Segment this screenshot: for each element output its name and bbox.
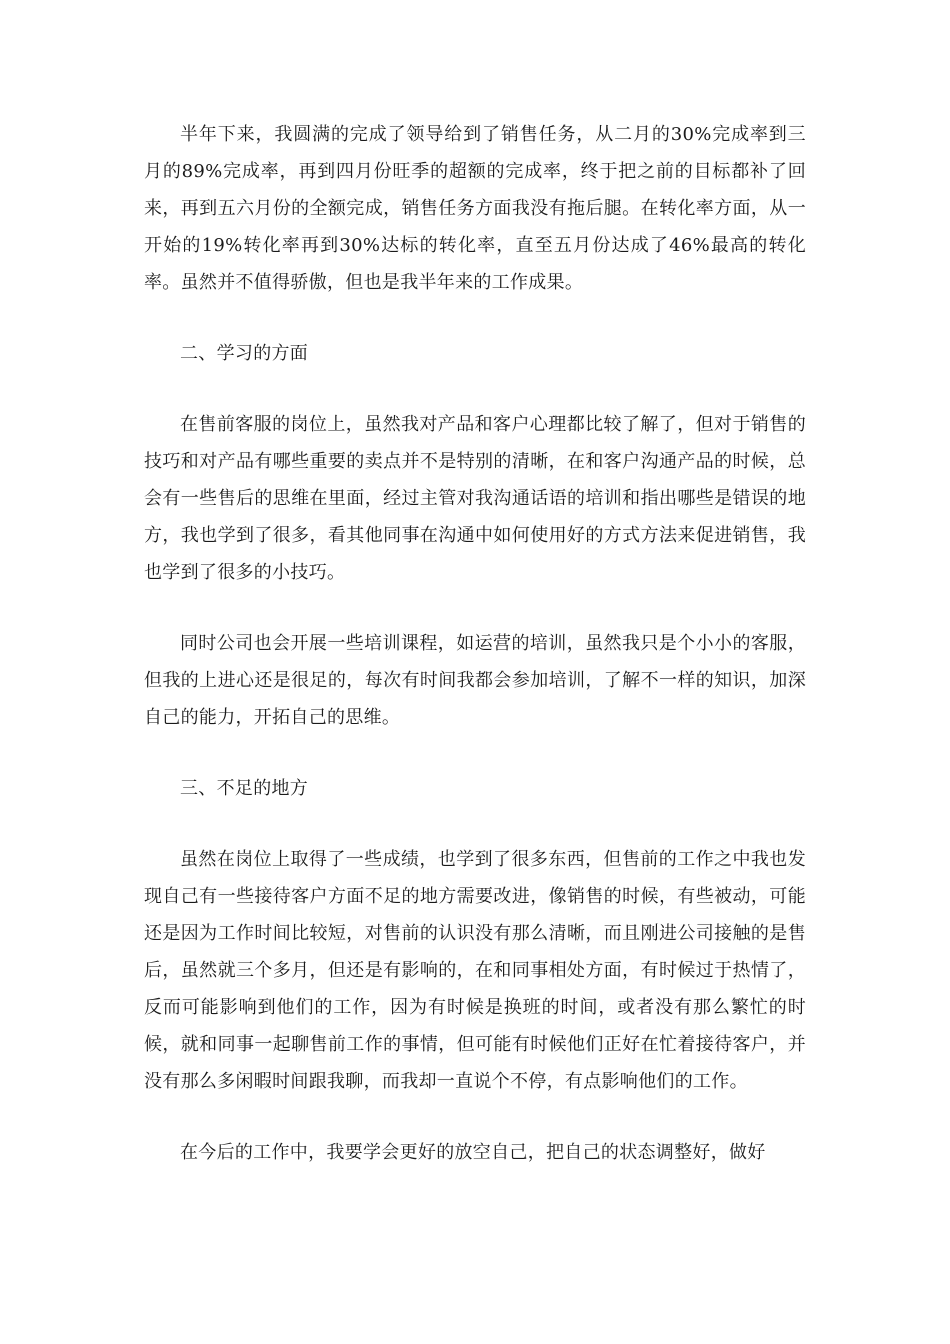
paragraph-results: 半年下来，我圆满的完成了领导给到了销售任务，从二月的30%完成率到三月的89%完成率，再到四月份旺季的超额的完成率，终于把之前的目标都补了回来，再到五六月份的全额完成，销售任务方面我没有拖后腿。在转化率方面，从一开始的19%转化率再到30%达标的转化率，直至五月份达成了46%最高的转化率。虽然并不值得骄傲，但也是我半年来的工作成果。 (144, 124, 806, 293)
paragraph-shortcomings: 虽然在岗位上取得了一些成绩，也学到了很多东西，但售前的工作之中我也发现自己有一些接待客户方面不足的地方需要改进，像销售的时候，有些被动，可能还是因为工作时间比较短，对售前的认识没有那么清晰，而且刚进公司接触的是售后，虽然就三个多月，但还是有影响的，在和同事相处方面，有时候过于热情了，反而可能影响到他们的工作，因为有时候是换班的时间，或者没有那么繁忙的时候，就和同事一起聊售前工作的事情，但可能有时候他们正好在忙着接待客户，并没有那么多闲暇时间跟我聊，而我却一直说个不停，有点影响他们的工作。 (144, 849, 806, 1092)
document-body (144, 116, 806, 1205)
paragraph-future-work: 在今后的工作中，我要学会更好的放空自己，把自己的状态调整好，做好 (180, 1142, 766, 1163)
paragraph-learning-training: 同时公司也会开展一些培训课程，如运营的培训，虽然我只是个小小的客服，但我的上进心还是很足的，每次有时间我都会参加培训，了解不一样的知识，加深自己的能力，开拓自己的思维。 (144, 633, 806, 728)
section-heading-shortcomings: 三、不足的地方 (180, 778, 309, 799)
paragraph-learning-presales: 在售前客服的岗位上，虽然我对产品和客户心理都比较了解了，但对于销售的技巧和对产品有哪些重要的卖点并不是特别的清晰，在和客户沟通产品的时候，总会有一些售后的思维在里面，经过主管对我沟通话语的培训和指出哪些是错误的地方，我也学到了很多，看其他同事在沟通中如何使用好的方式方法来促进销售，我也学到了很多的小技巧。 (144, 414, 806, 583)
section-heading-learning: 二、学习的方面 (180, 343, 309, 364)
